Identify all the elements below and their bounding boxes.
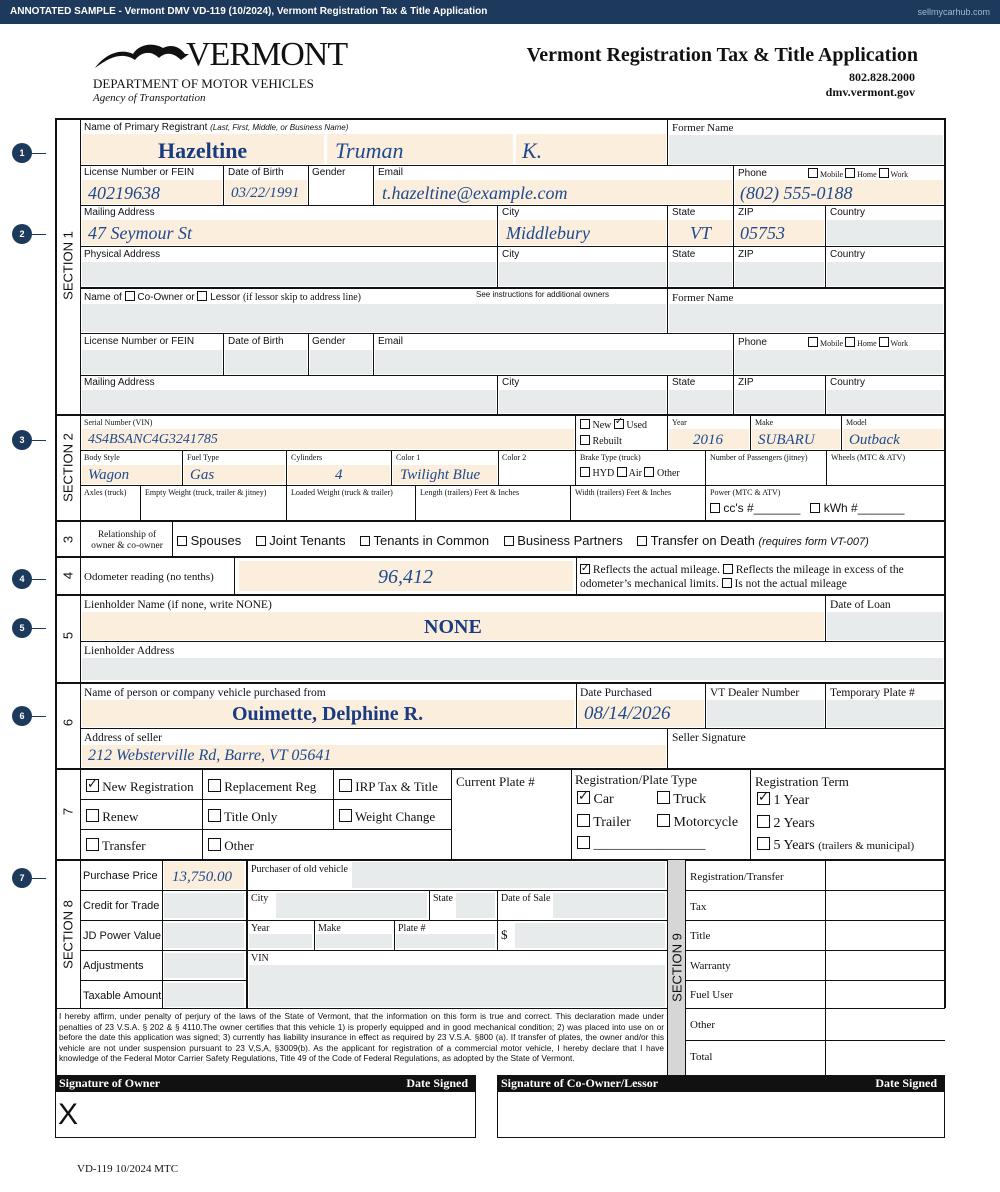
joint-tenants-checkbox[interactable] xyxy=(256,536,266,546)
co-license-field[interactable] xyxy=(82,350,222,374)
dob-value[interactable]: 03/22/1991 xyxy=(231,185,300,201)
physical-state-field[interactable] xyxy=(669,262,732,286)
old-vin-label: VIN xyxy=(251,953,269,964)
old-state-field[interactable] xyxy=(456,893,495,918)
body-value[interactable]: Wagon xyxy=(88,467,130,483)
co-gender-field[interactable] xyxy=(310,350,372,374)
adjustments-label: Adjustments xyxy=(83,960,144,972)
motorcycle-checkbox[interactable] xyxy=(657,814,670,827)
co-city-field[interactable] xyxy=(499,390,666,413)
color2-label: Color 2 xyxy=(502,453,527,462)
registrant-last-name[interactable]: Hazeltine xyxy=(158,138,248,163)
renew-option[interactable]: Renew xyxy=(86,809,138,824)
physical-city-field[interactable] xyxy=(499,262,666,286)
physical-zip-label: ZIP xyxy=(738,249,754,260)
car-option[interactable]: ✓ Car xyxy=(577,791,614,808)
physical-zip-field[interactable] xyxy=(735,262,824,286)
co-state-label: State xyxy=(672,377,696,388)
co-zip-label: ZIP xyxy=(738,377,754,388)
dealer-number-label: VT Dealer Number xyxy=(710,687,800,699)
trailer-option[interactable]: Trailer xyxy=(577,814,631,831)
brake-label: Brake Type (truck) xyxy=(580,453,641,462)
other-plate-option[interactable]: ________________ xyxy=(577,836,706,853)
transfer-on-death-checkbox[interactable] xyxy=(637,536,647,546)
old-make-field[interactable] xyxy=(316,934,392,948)
co-former-name-field[interactable] xyxy=(669,304,943,332)
weight-change-checkbox[interactable] xyxy=(339,809,352,822)
term-1-year-checkbox[interactable] xyxy=(757,792,770,805)
rebuilt-checkbox[interactable] xyxy=(580,435,590,445)
fee-other-label: Other xyxy=(690,1019,716,1031)
banner-title: ANNOTATED SAMPLE - Vermont DMV VD-119 (10/2024), Vermont Registration Tax & Title Application xyxy=(10,6,488,17)
axles-label: Axles (truck) xyxy=(84,488,127,497)
seller-name-value[interactable]: Ouimette, Delphine R. xyxy=(232,703,424,725)
car-checkbox[interactable] xyxy=(577,791,590,804)
used-checkbox[interactable] xyxy=(614,419,624,429)
length-label: Length (trailers) Feet & Inches xyxy=(420,488,520,497)
loan-date-field[interactable] xyxy=(827,612,943,640)
zip-label: ZIP xyxy=(738,207,754,218)
power-options: cc's #_______ kWh #_______ xyxy=(710,502,904,514)
physical-country-field[interactable] xyxy=(827,262,943,286)
seller-signature-label: Seller Signature xyxy=(672,732,746,744)
term-1-year-option[interactable]: ✓ 1 Year xyxy=(757,792,809,809)
date-purchased-label: Date Purchased xyxy=(580,687,652,699)
co-owner-label: Name of Co-Owner or Lessor (if lessor skip to address line) xyxy=(84,292,362,303)
lienholder-value[interactable]: NONE xyxy=(424,616,482,638)
co-owner-signature-bar xyxy=(497,1075,945,1092)
signature-x-mark: X xyxy=(58,1098,79,1131)
transfer-checkbox[interactable] xyxy=(86,838,99,851)
section-2-label: SECTION 2 xyxy=(60,433,76,502)
owner-signature-box[interactable] xyxy=(55,1092,476,1138)
loaded-weight-label: Loaded Weight (truck & trailer) xyxy=(291,488,393,497)
renew-checkbox[interactable] xyxy=(86,809,99,822)
fee-registration-label: Registration/Transfer xyxy=(690,871,784,883)
gender-label: Gender xyxy=(312,167,346,178)
physical-city-label: City xyxy=(502,249,520,260)
vin-value[interactable]: 4S4BSANC4G3241785 xyxy=(88,432,218,447)
other-checkbox[interactable] xyxy=(208,838,221,851)
purchaser-old-field[interactable] xyxy=(352,862,665,888)
jd-power-label: JD Power Value xyxy=(83,930,162,942)
city-value[interactable]: Middlebury xyxy=(506,223,590,243)
seller-address-value[interactable]: 212 Websterville Rd, Barre, VT 05641 xyxy=(88,747,332,764)
co-phone-type-options: Mobile Home Work xyxy=(808,337,908,349)
section-5-label: 5 xyxy=(60,631,76,640)
taxable-amount-field[interactable] xyxy=(164,983,244,1007)
cylinders-value[interactable]: 4 xyxy=(335,467,343,483)
credit-trade-field[interactable] xyxy=(164,893,244,918)
co-mailing-label: Mailing Address xyxy=(84,377,155,388)
term-2-year-checkbox[interactable] xyxy=(757,815,770,828)
current-plate-label: Current Plate # xyxy=(456,774,535,789)
section-7-label: 7 xyxy=(60,807,76,816)
section-8-label: SECTION 8 xyxy=(60,900,76,969)
term-label: Registration Term xyxy=(755,774,849,789)
term-5-year-checkbox[interactable] xyxy=(757,837,770,850)
trailer-checkbox[interactable] xyxy=(577,814,590,827)
jd-power-field[interactable] xyxy=(164,923,244,948)
brake-other-checkbox[interactable] xyxy=(644,467,654,477)
sample-banner xyxy=(0,0,1000,24)
physical-state-label: State xyxy=(672,249,696,260)
dmv-website[interactable]: dmv.vermont.gov xyxy=(825,85,915,99)
mailing-value[interactable]: 47 Seymour St xyxy=(88,223,192,243)
old-city-field[interactable] xyxy=(276,893,427,918)
email-value[interactable]: t.hazeltine@example.com xyxy=(382,183,568,203)
co-email-label: Email xyxy=(378,336,404,347)
co-home-checkbox[interactable] xyxy=(845,337,855,347)
co-city-label: City xyxy=(502,377,520,388)
transfer-option[interactable]: Transfer xyxy=(86,838,146,853)
condition-options-row2: Rebuilt xyxy=(580,435,622,447)
old-vin-field[interactable] xyxy=(249,965,665,1007)
physical-country-label: Country xyxy=(830,249,866,260)
adjustments-field[interactable] xyxy=(164,953,244,978)
state-value[interactable]: VT xyxy=(690,223,712,243)
additional-owners-note: See instructions for additional owners xyxy=(476,290,609,299)
make-value[interactable]: SUBARU xyxy=(758,432,815,448)
physical-address-field[interactable] xyxy=(82,262,496,286)
new-registration-option[interactable]: ✓ New Registration xyxy=(86,779,194,794)
marker-7: 7 xyxy=(12,868,32,888)
lienholder-label: Lienholder Name (if none, write NONE) xyxy=(84,599,272,611)
old-state-label: State xyxy=(433,893,453,904)
former-name-field[interactable] xyxy=(669,135,943,164)
old-year-label: Year xyxy=(251,923,270,934)
fee-warranty-label: Warranty xyxy=(690,960,731,972)
co-former-name-label: Former Name xyxy=(672,292,734,304)
section-9-label: SECTION 9 xyxy=(669,933,685,1002)
year-value[interactable]: 2016 xyxy=(693,432,723,448)
relationship-label: Relationship of owner & co-owner xyxy=(91,530,163,551)
dealer-number-field[interactable] xyxy=(707,700,824,727)
passengers-label: Number of Passengers (jitney) xyxy=(710,453,808,462)
date-purchased-value[interactable]: 08/14/2026 xyxy=(584,703,671,724)
old-year-field[interactable] xyxy=(249,934,312,948)
work-checkbox[interactable] xyxy=(879,168,889,178)
spouses-checkbox[interactable] xyxy=(177,536,187,546)
temp-plate-label: Temporary Plate # xyxy=(830,687,915,699)
credit-trade-label: Credit for Trade xyxy=(83,900,160,912)
lienholder-address-field[interactable] xyxy=(82,658,943,680)
form-title: Vermont Registration Tax & Title Application xyxy=(526,44,918,66)
mailing-label: Mailing Address xyxy=(84,207,155,218)
fee-fuel-user-label: Fuel User xyxy=(690,989,734,1001)
other-plate-checkbox[interactable] xyxy=(577,836,590,849)
model-label: Model xyxy=(846,418,867,427)
wheels-label: Wheels (MTC & ATV) xyxy=(831,453,905,462)
marker-5: 5 xyxy=(12,618,32,638)
co-license-label: License Number or FEIN xyxy=(84,336,195,347)
replacement-checkbox[interactable] xyxy=(208,779,221,792)
co-dob-field[interactable] xyxy=(225,350,307,374)
zip-value[interactable]: 05753 xyxy=(740,223,785,243)
phone-type-options: Mobile Home Work xyxy=(808,168,908,180)
model-value[interactable]: Outback xyxy=(849,432,900,448)
date-sale-field[interactable] xyxy=(553,893,665,918)
co-owner-name-field[interactable] xyxy=(82,304,666,332)
purchase-price-value[interactable]: 13,750.00 xyxy=(172,869,232,885)
excess-mileage-checkbox[interactable] xyxy=(723,564,733,574)
actual-mileage-checkbox[interactable] xyxy=(580,564,590,574)
old-plate-label: Plate # xyxy=(398,923,426,934)
co-owner-signature-label: Signature of Co-Owner/Lessor xyxy=(501,1076,659,1090)
license-label: License Number or FEIN xyxy=(84,167,195,178)
seller-name-label: Name of person or company vehicle purchased from xyxy=(84,687,326,699)
co-mobile-checkbox[interactable] xyxy=(808,337,818,347)
title-only-checkbox[interactable] xyxy=(208,809,221,822)
temp-plate-field[interactable] xyxy=(827,700,943,727)
taxable-amount-label: Taxable Amount xyxy=(83,990,162,1002)
registrant-first-name[interactable]: Truman xyxy=(335,138,404,163)
fee-title-label: Title xyxy=(690,930,711,942)
fuel-label: Fuel Type xyxy=(187,453,219,462)
weight-change-option[interactable]: Weight Change xyxy=(339,809,435,824)
marker-2: 2 xyxy=(12,224,32,244)
year-label: Year xyxy=(672,418,687,427)
lessor-checkbox[interactable] xyxy=(197,291,207,301)
term-5-year-option[interactable]: 5 Years (trailers & municipal) xyxy=(757,837,914,854)
co-gender-label: Gender xyxy=(312,336,346,347)
purchaser-old-label: Purchaser of old vehicle xyxy=(251,864,348,875)
affirmation-text: I hereby affirm, under penalty of perjury of the laws of the State of Vermont, that the information on this form is true and correct. This declaration made under penalties of 23 V.S.A. § 202 & § 4110.The owner certifies that this vehicle 1) is properly equipped and in good mechanical condition; 2) was placed into use on or before the date this application was signed; 3) currently has liability insurance in effect as required by 23 V.S.A. §800 (a). If transfer of plates, the owner and/or this vehicle are not under suspension pursuant to 23 V,S,A, §3009(b). As the applicant for registration of a commercial motor vehicle, I hereby declare that I have knowledge of the Federal Motor Carrier Safety Regulations, Title 49 of the Code of Federal Regulations, as adopted by the State of Vermont. xyxy=(59,1011,664,1063)
truck-checkbox[interactable] xyxy=(657,791,670,804)
cylinders-label: Cylinders xyxy=(291,453,323,462)
vermont-logo-mountain-icon xyxy=(93,40,193,70)
kwh-checkbox[interactable] xyxy=(810,503,820,513)
section-3-label: 3 xyxy=(60,535,76,544)
co-owner-checkbox[interactable] xyxy=(125,291,135,301)
title-only-option[interactable]: Title Only xyxy=(208,809,277,824)
section-6-label: 6 xyxy=(60,718,76,727)
condition-options-row1: New ✓ Used xyxy=(580,419,647,431)
old-amount-field[interactable] xyxy=(515,923,665,948)
hyd-checkbox[interactable] xyxy=(580,467,590,477)
odometer-label: Odometer reading (no tenths) xyxy=(84,571,214,583)
loan-date-label: Date of Loan xyxy=(830,599,891,611)
not-actual-checkbox[interactable] xyxy=(722,578,732,588)
new-checkbox[interactable] xyxy=(580,419,590,429)
owner-signature-bar xyxy=(55,1075,476,1092)
section-1-label: SECTION 1 xyxy=(60,231,76,300)
license-value[interactable]: 40219638 xyxy=(88,183,160,203)
fee-tax-label: Tax xyxy=(690,901,707,913)
replacement-option[interactable]: Replacement Reg xyxy=(208,779,316,794)
phone-label: Phone xyxy=(738,168,767,179)
form-footer: VD-119 10/2024 MTC xyxy=(77,1163,179,1175)
marker-4: 4 xyxy=(12,569,32,589)
date-sale-label: Date of Sale xyxy=(501,893,551,904)
color1-label: Color 1 xyxy=(396,453,421,462)
former-name-label: Former Name xyxy=(672,122,734,134)
dob-label: Date of Birth xyxy=(228,167,284,178)
power-label: Power (MTC & ATV) xyxy=(710,488,781,497)
co-mailing-field[interactable] xyxy=(82,390,496,413)
make-label: Make xyxy=(755,418,774,427)
plate-type-label: Registration/Plate Type xyxy=(575,772,697,787)
purchase-price-label: Purchase Price xyxy=(83,870,158,882)
fee-total-label: Total xyxy=(690,1051,713,1063)
country-field[interactable] xyxy=(827,220,943,245)
co-phone-label: Phone xyxy=(738,337,767,348)
agency-name: Agency of Transportation xyxy=(93,92,206,104)
brake-options: HYD Air Other xyxy=(580,467,680,479)
motorcycle-option[interactable]: Motorcycle xyxy=(657,814,738,831)
phone-value[interactable]: (802) 555-0188 xyxy=(740,183,853,203)
business-partners-checkbox[interactable] xyxy=(504,536,514,546)
co-date-signed-label: Date Signed xyxy=(875,1076,937,1090)
other-option[interactable]: Other xyxy=(208,838,254,853)
co-country-field[interactable] xyxy=(827,390,943,413)
co-email-field[interactable] xyxy=(375,350,732,374)
country-label: Country xyxy=(830,207,866,218)
old-plate-field[interactable] xyxy=(396,934,495,948)
air-checkbox[interactable] xyxy=(617,467,627,477)
registrant-middle-name[interactable]: K. xyxy=(522,138,543,163)
odometer-value[interactable]: 96,412 xyxy=(378,566,433,588)
co-country-label: Country xyxy=(830,377,866,388)
tenants-common-checkbox[interactable] xyxy=(360,536,370,546)
term-2-year-option[interactable]: 2 Years xyxy=(757,815,815,832)
odometer-options: ✓ Reflects the actual mileage. Reflects the mileage in excess of the odometer’s mechanical limits. Is not the actual mileage xyxy=(580,563,904,591)
old-city-label: City xyxy=(251,893,269,904)
empty-weight-label: Empty Weight (truck, trailer & jitney) xyxy=(145,488,267,497)
body-label: Body Style xyxy=(84,453,120,462)
section-4-label: 4 xyxy=(60,571,76,580)
primary-registrant-label: Name of Primary Registrant (Last, First, Middle, or Business Name) xyxy=(84,122,349,133)
dept-name: DEPARTMENT OF MOTOR VEHICLES xyxy=(93,76,314,91)
owner-date-signed-label: Date Signed xyxy=(406,1076,468,1090)
irp-option[interactable]: IRP Tax & Title xyxy=(339,779,438,794)
co-state-field[interactable] xyxy=(669,390,732,413)
vin-label: Serial Number (VIN) xyxy=(84,418,153,427)
home-checkbox[interactable] xyxy=(845,168,855,178)
vermont-logo-text: VERMONT xyxy=(186,36,348,73)
city-label: City xyxy=(502,207,520,218)
dmv-phone: 802.828.2000 xyxy=(849,70,915,84)
marker-6: 6 xyxy=(12,706,32,726)
old-make-label: Make xyxy=(318,923,341,934)
relationship-options: Spouses Joint Tenants Tenants in Common Business Partners Transfer on Death (requires form VT-007) xyxy=(177,533,869,550)
marker-3: 3 xyxy=(12,430,32,450)
cc-checkbox[interactable] xyxy=(710,503,720,513)
marker-1: 1 xyxy=(12,143,32,163)
dollar-sign: $ xyxy=(501,927,508,942)
state-label: State xyxy=(672,207,696,218)
seller-address-label: Address of seller xyxy=(84,732,162,744)
lienholder-address-label: Lienholder Address xyxy=(84,645,175,657)
truck-option[interactable]: Truck xyxy=(657,791,706,808)
email-label: Email xyxy=(378,167,404,178)
co-phone-field[interactable] xyxy=(735,350,943,374)
physical-label: Physical Address xyxy=(84,249,161,260)
banner-site-link[interactable]: sellmycarhub.com xyxy=(917,7,990,17)
co-owner-signature-box[interactable] xyxy=(497,1092,945,1138)
co-dob-label: Date of Birth xyxy=(228,336,284,347)
fuel-value[interactable]: Gas xyxy=(190,467,215,483)
color1-value[interactable]: Twilight Blue xyxy=(400,467,481,483)
new-registration-checkbox[interactable] xyxy=(86,779,99,792)
width-label: Width (trailers) Feet & Inches xyxy=(575,488,672,497)
co-work-checkbox[interactable] xyxy=(879,337,889,347)
owner-signature-label: Signature of Owner xyxy=(59,1076,161,1090)
co-zip-field[interactable] xyxy=(735,390,824,413)
irp-checkbox[interactable] xyxy=(339,779,352,792)
mobile-checkbox[interactable] xyxy=(808,168,818,178)
